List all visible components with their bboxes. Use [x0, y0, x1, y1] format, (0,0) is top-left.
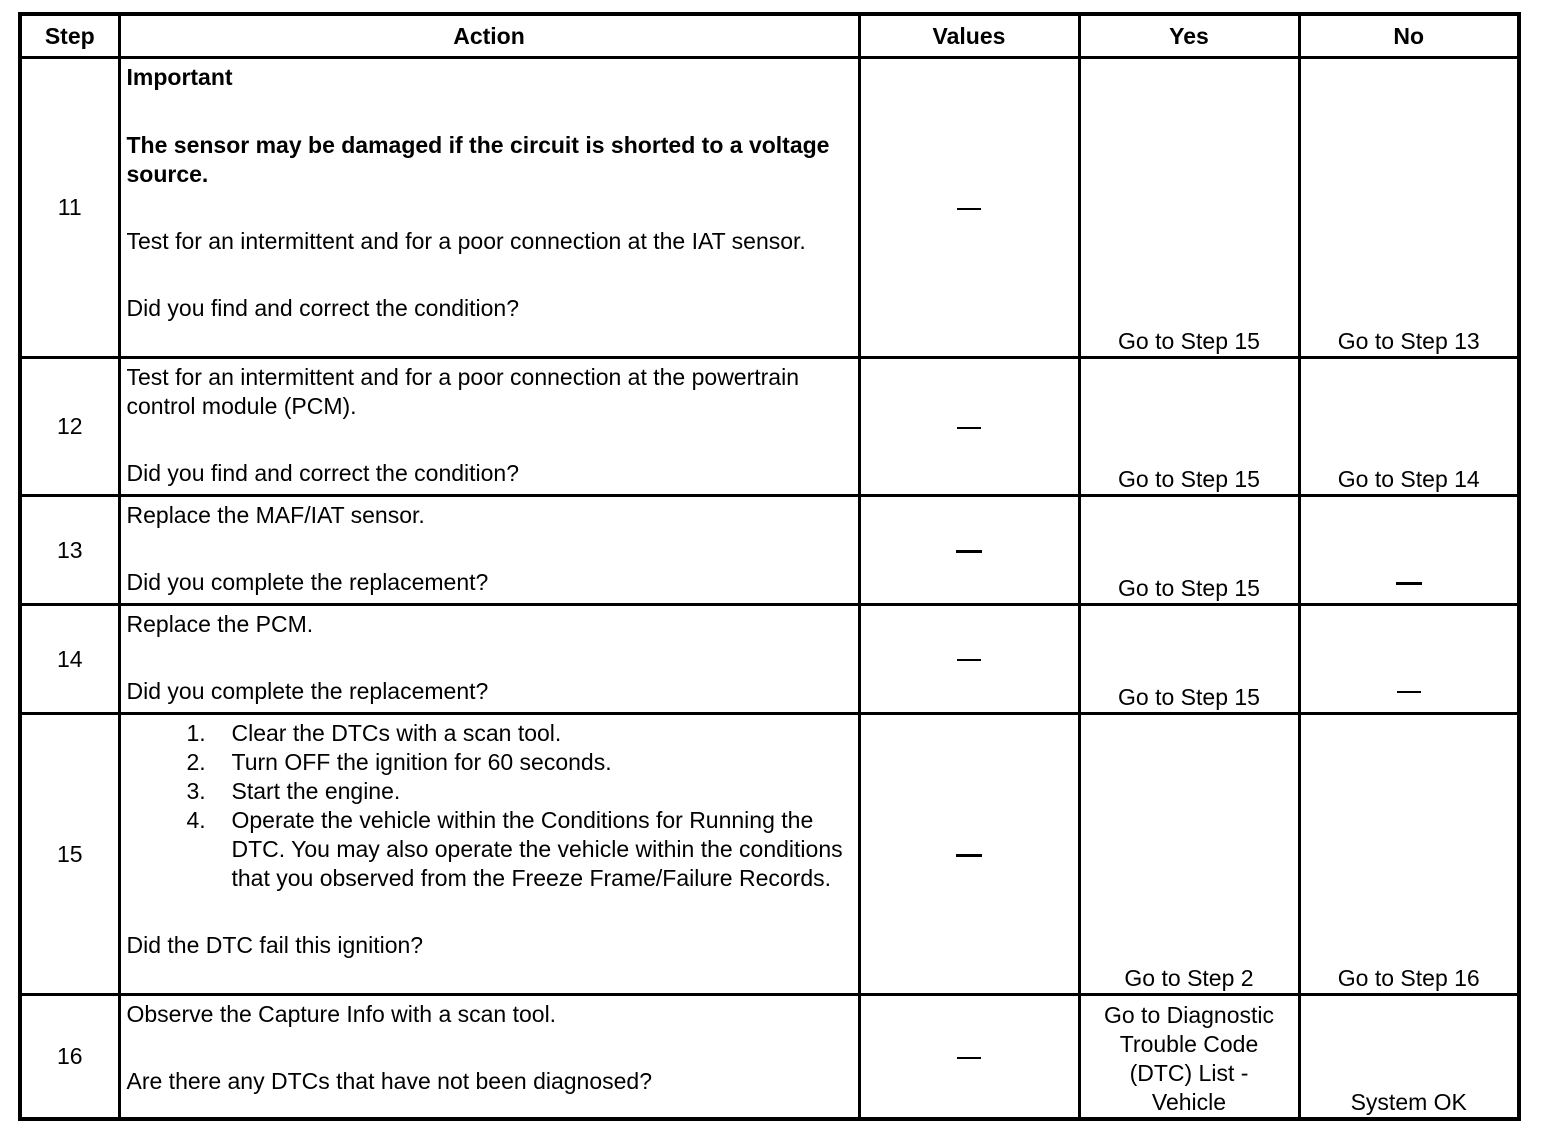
procedure-list	[127, 719, 852, 893]
values-dash	[957, 1057, 981, 1059]
yes-cell: Go to Step 15	[1079, 58, 1299, 358]
values-dash	[956, 854, 982, 857]
action-instruction: Test for an intermittent and for a poor connection at the IAT sensor.	[126, 228, 806, 254]
no-dash	[1396, 582, 1422, 585]
action-instruction: Replace the MAF/IAT sensor.	[126, 502, 425, 528]
yes-cell: Go to Step 15	[1079, 496, 1299, 605]
values-dash	[957, 208, 981, 210]
action-cell	[119, 358, 859, 496]
warning-text: The sensor may be damaged if the circuit is shorted to a voltage source.	[126, 132, 830, 187]
header-row	[20, 14, 1519, 58]
list-item	[187, 806, 852, 893]
yes-cell: Go to Step 15	[1079, 358, 1299, 496]
no-dash	[1397, 691, 1421, 693]
action-question: Did you find and correct the condition?	[126, 460, 520, 486]
no-cell: Go to Step 13	[1299, 58, 1519, 358]
values-cell	[859, 58, 1079, 358]
no-cell	[1299, 496, 1519, 605]
step-number: 16	[20, 995, 119, 1119]
action-question: Did you find and correct the condition?	[126, 295, 520, 321]
action-question: Did you complete the replacement?	[126, 569, 489, 595]
table-row	[20, 714, 1519, 995]
table-row	[20, 58, 1519, 358]
values-dash	[957, 427, 981, 429]
header-values: Values	[859, 14, 1079, 58]
header-action: Action	[119, 14, 859, 58]
table-row	[20, 496, 1519, 605]
action-cell	[119, 714, 859, 995]
header-yes: Yes	[1079, 14, 1299, 58]
values-dash	[956, 550, 982, 553]
no-cell: Go to Step 14	[1299, 358, 1519, 496]
action-cell	[119, 496, 859, 605]
step-number: 12	[20, 358, 119, 496]
yes-cell: Go to Step 2	[1079, 714, 1299, 995]
action-question: Are there any DTCs that have not been diagnosed?	[126, 1068, 653, 1094]
list-item-number: 4.	[186, 807, 206, 833]
table-row	[20, 995, 1519, 1119]
step-number: 14	[20, 605, 119, 714]
list-item	[187, 777, 852, 806]
list-item-text: Turn OFF the ignition for 60 seconds.	[231, 749, 612, 775]
values-cell	[859, 358, 1079, 496]
list-item	[187, 748, 852, 777]
yes-cell: Go to Diagnostic Trouble Code (DTC) List - Vehicle	[1079, 995, 1299, 1119]
list-item-number: 3.	[186, 778, 206, 804]
action-question: Did the DTC fail this ignition?	[126, 932, 424, 958]
list-item	[187, 719, 852, 748]
values-dash	[957, 659, 981, 661]
header-step: Step	[20, 14, 119, 58]
values-cell	[859, 496, 1079, 605]
table-row	[20, 605, 1519, 714]
header-no: No	[1299, 14, 1519, 58]
list-item-number: 1.	[186, 720, 206, 746]
action-cell	[119, 995, 859, 1119]
action-instruction: Test for an intermittent and for a poor connection at the powertrain control module (PCM).	[126, 364, 799, 419]
step-number: 13	[20, 496, 119, 605]
list-item-text: Clear the DTCs with a scan tool.	[231, 720, 562, 746]
table-row	[20, 358, 1519, 496]
list-item-text: Start the engine.	[231, 778, 401, 804]
yes-cell: Go to Step 15	[1079, 605, 1299, 714]
action-cell	[119, 58, 859, 358]
no-cell: Go to Step 16	[1299, 714, 1519, 995]
action-question: Did you complete the replacement?	[126, 678, 489, 704]
step-number: 11	[20, 58, 119, 358]
diagnostic-table	[18, 12, 1521, 1121]
values-cell	[859, 995, 1079, 1119]
list-item-number: 2.	[186, 749, 206, 775]
action-cell	[119, 605, 859, 714]
important-label: Important	[126, 64, 233, 90]
action-instruction: Observe the Capture Info with a scan tool.	[126, 1001, 557, 1027]
list-item-text: Operate the vehicle within the Conditions for Running the DTC. You may also operate the vehicle within the conditions that you observed from the Freeze Frame/Failure Records.	[231, 807, 843, 891]
values-cell	[859, 714, 1079, 995]
no-cell	[1299, 605, 1519, 714]
action-instruction: Replace the PCM.	[126, 611, 314, 637]
no-cell: System OK	[1299, 995, 1519, 1119]
values-cell	[859, 605, 1079, 714]
step-number: 15	[20, 714, 119, 995]
